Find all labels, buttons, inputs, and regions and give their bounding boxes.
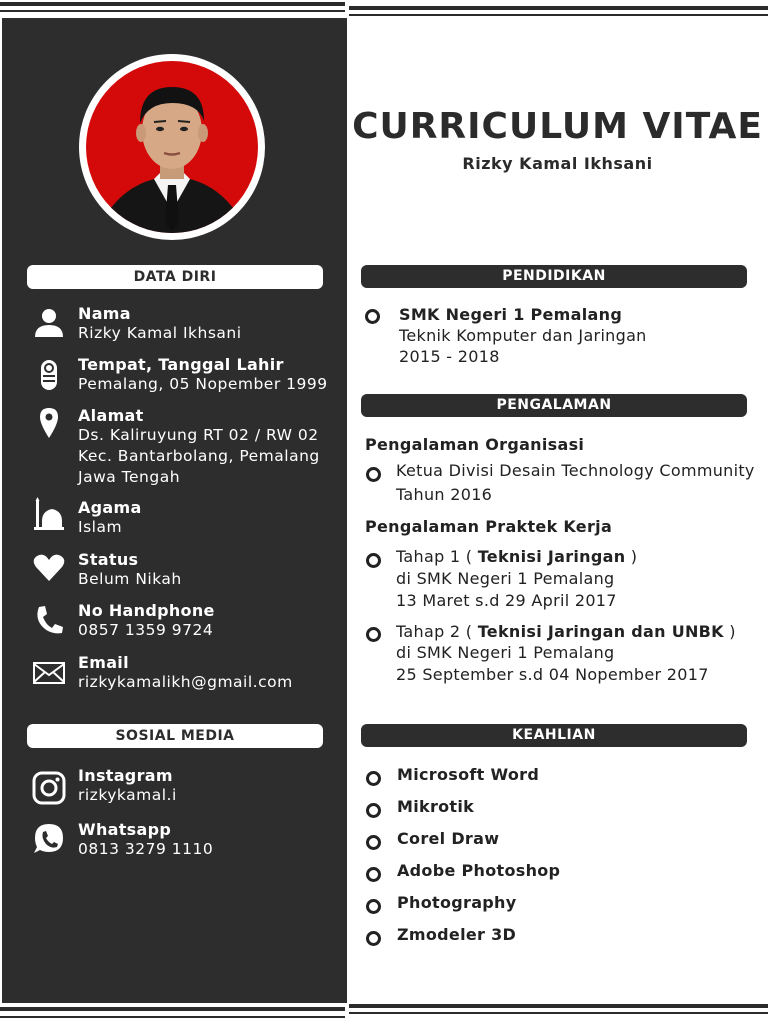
- info-email-value: rizkykamalikh@gmail.com: [78, 673, 293, 691]
- org-item-line-1: Ketua Divisi Desain Technology Community: [396, 461, 755, 480]
- baby-icon: [32, 358, 66, 392]
- top-stripe-left-2: [0, 10, 345, 12]
- pk-item-2-bullet: [366, 627, 381, 642]
- section-pengalaman-heading: PENGALAMAN: [361, 394, 747, 417]
- info-agama-value: Islam: [78, 518, 123, 536]
- org-item-bullet: [366, 467, 381, 482]
- heart-icon: [32, 551, 66, 585]
- skill-bullet: [366, 899, 381, 914]
- bottom-stripe-left-1: [0, 1007, 345, 1011]
- pendidikan-years: 2015 - 2018: [399, 347, 500, 366]
- top-stripe-left-1: [0, 2, 345, 6]
- section-sosial-media-heading: SOSIAL MEDIA: [27, 724, 323, 748]
- pk-item-2-role: Teknisi Jaringan dan UNBK: [477, 622, 724, 641]
- skill-item: Corel Draw: [397, 829, 500, 848]
- info-alamat: [78, 406, 320, 488]
- envelope-icon: [32, 656, 66, 690]
- page-title: CURRICULUM VITAE: [352, 106, 763, 147]
- info-agama-label: Agama: [78, 498, 142, 517]
- org-item-line-2: Tahun 2016: [396, 485, 493, 504]
- info-alamat-line-3: Jawa Tengah: [78, 468, 181, 486]
- skill-bullet: [366, 835, 381, 850]
- skill-bullet: [366, 867, 381, 882]
- page-subtitle-name: Rizky Kamal Ikhsani: [462, 154, 653, 173]
- info-instagram: [78, 766, 177, 806]
- pengalaman-praktek-heading: Pengalaman Praktek Kerja: [365, 517, 613, 536]
- skill-bullet: [366, 803, 381, 818]
- section-data-diri-heading: DATA DIRI: [27, 265, 323, 289]
- info-ttl-value: Pemalang, 05 Nopember 1999: [78, 375, 328, 393]
- profile-photo-frame: [79, 54, 265, 240]
- instagram-icon: [32, 771, 66, 805]
- info-whatsapp: [78, 820, 213, 860]
- pk-item-2-line-3: 25 September s.d 04 Nopember 2017: [396, 665, 709, 684]
- skill-bullet: [366, 771, 381, 786]
- top-stripe-right-2: [349, 14, 768, 16]
- info-email: [78, 653, 293, 693]
- skill-item: Zmodeler 3D: [397, 925, 517, 944]
- pk-item-1-line-2: di SMK Negeri 1 Pemalang: [396, 569, 615, 588]
- pk-item-2-suffix: ): [723, 622, 736, 641]
- bottom-stripe-right-1: [349, 1004, 768, 1008]
- skill-item: Photography: [397, 893, 517, 912]
- info-alamat-line-2: Kec. Bantarbolang, Pemalang: [78, 447, 320, 465]
- info-instagram-label: Instagram: [78, 766, 173, 785]
- info-nama-value: Rizky Kamal Ikhsani: [78, 324, 242, 342]
- info-handphone-value: 0857 1359 9724: [78, 621, 214, 639]
- top-stripe-right-1: [349, 6, 768, 10]
- bottom-stripe-right-2: [349, 1012, 768, 1014]
- skill-item: Microsoft Word: [397, 765, 540, 784]
- pk-item-2-line-2: di SMK Negeri 1 Pemalang: [396, 643, 615, 662]
- info-handphone: [78, 601, 215, 641]
- map-pin-icon: [32, 406, 66, 440]
- skill-item: Mikrotik: [397, 797, 475, 816]
- skill-item: Adobe Photoshop: [397, 861, 561, 880]
- info-instagram-value: rizkykamal.i: [78, 786, 177, 804]
- skill-bullet: [366, 931, 381, 946]
- pk-item-2-line-1: [396, 621, 736, 642]
- pengalaman-organisasi-heading: Pengalaman Organisasi: [365, 435, 585, 454]
- pk-item-1-prefix: Tahap 1 (: [396, 547, 478, 566]
- info-ttl: [78, 355, 328, 395]
- pk-item-1-role: Teknisi Jaringan: [477, 547, 626, 566]
- info-alamat-line-1: Ds. Kaliruyung RT 02 / RW 02: [78, 426, 319, 444]
- pk-item-1-bullet: [366, 553, 381, 568]
- info-alamat-label: Alamat: [78, 406, 144, 425]
- profile-photo: [86, 61, 258, 233]
- pendidikan-bullet: [365, 309, 380, 324]
- info-email-label: Email: [78, 653, 129, 672]
- info-status: [78, 550, 182, 590]
- phone-icon: [32, 603, 66, 637]
- pk-item-2-prefix: Tahap 2 (: [396, 622, 478, 641]
- mosque-icon: [32, 497, 66, 531]
- whatsapp-icon: [32, 822, 66, 856]
- pendidikan-school: SMK Negeri 1 Pemalang: [399, 305, 623, 324]
- info-handphone-label: No Handphone: [78, 601, 215, 620]
- info-nama-label: Nama: [78, 304, 131, 323]
- pendidikan-major: Teknik Komputer dan Jaringan: [399, 326, 647, 345]
- info-whatsapp-value: 0813 3279 1110: [78, 840, 214, 858]
- person-photo-icon: [86, 61, 258, 233]
- info-status-value: Belum Nikah: [78, 570, 182, 588]
- person-icon: [32, 306, 66, 340]
- info-whatsapp-label: Whatsapp: [78, 820, 172, 839]
- bottom-stripe-left-2: [0, 1016, 345, 1018]
- info-ttl-label: Tempat, Tanggal Lahir: [78, 355, 284, 374]
- section-pendidikan-heading: PENDIDIKAN: [361, 265, 747, 288]
- section-keahlian-heading: KEAHLIAN: [361, 724, 747, 747]
- info-agama: [78, 498, 142, 538]
- pk-item-1-line-1: [396, 546, 637, 567]
- info-status-label: Status: [78, 550, 139, 569]
- pk-item-1-line-3: 13 Maret s.d 29 April 2017: [396, 591, 617, 610]
- info-nama: [78, 304, 242, 344]
- pk-item-1-suffix: ): [625, 547, 638, 566]
